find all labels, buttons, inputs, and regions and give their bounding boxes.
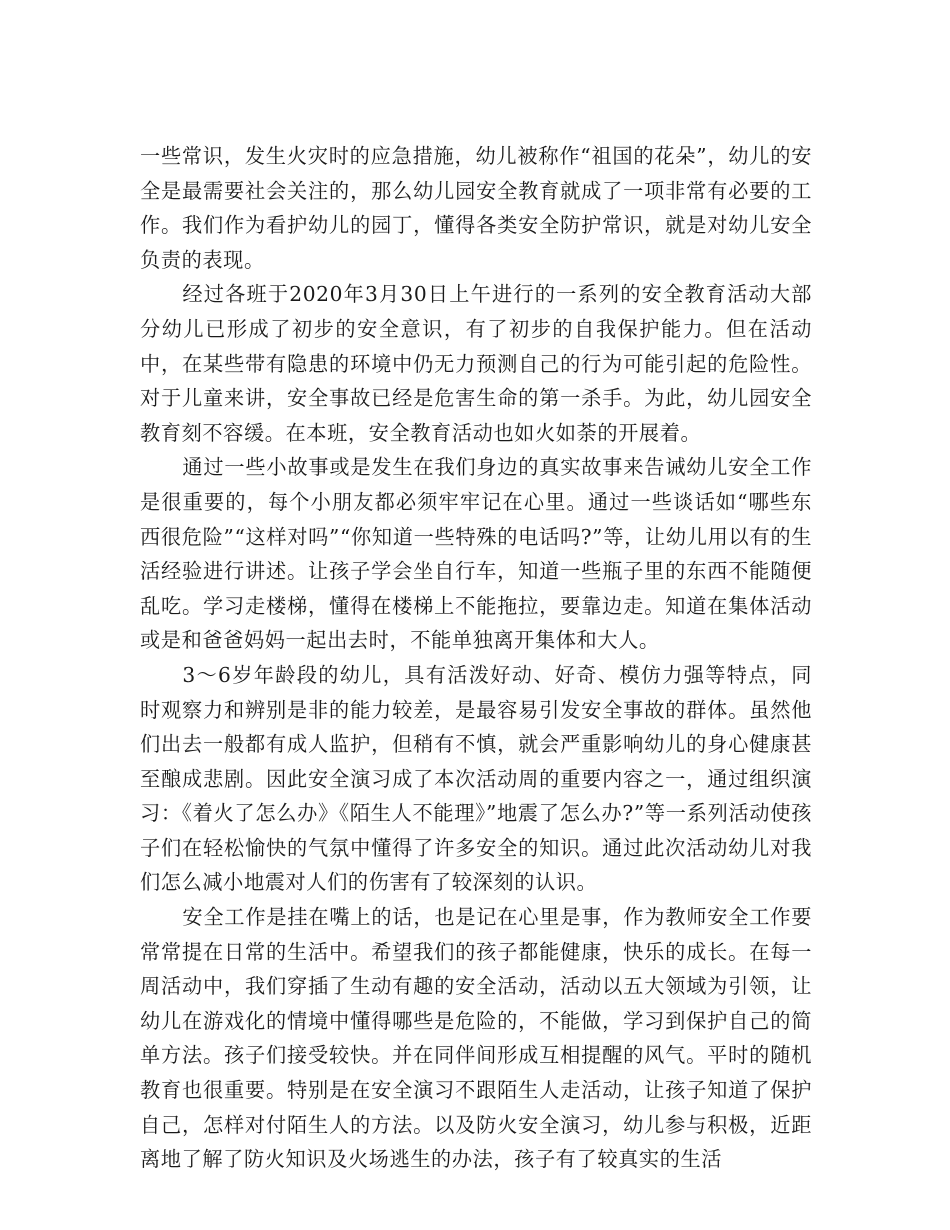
- paragraph-4: 3～6岁年龄段的幼儿，具有活泼好动、好奇、模仿力强等特点，同时观察力和辨别是非的能力较差，是最容易引发安全事故的群体。虽然他们出去一般都有成人监护，但稍有不慎，就会严重影响幼儿的身心健康甚至酿成悲剧。因此安全演习成了本次活动周的重要内容之一，通过组织演习：《着火了怎么办》《陌生人不能理》”地震了怎么办?”等一系列活动使孩子们在轻松愉快的气氛中懂得了许多安全的知识。通过此次活动幼儿对我们怎么减小地震对人们的伤害有了较深刻的认识。: [140, 662, 812, 895]
- document-body: [140, 139, 812, 1177]
- paragraph-5: 安全工作是挂在嘴上的话，也是记在心里是事，作为教师安全工作要常常提在日常的生活中。希望我们的孩子都能健康，快乐的成长。在每一周活动中，我们穿插了生动有趣的安全活动，活动以五大领域为引领，让幼儿在游戏化的情境中懂得哪些是危险的，不能做，学习到保护自己的简单方法。孩子们接受较快。并在同伴间形成互相提醒的风气。平时的随机教育也很重要。特别是在安全演习不跟陌生人走活动，让孩子知道了保护自己，怎样对付陌生人的方法。以及防火安全演习，幼儿参与积极，近距离地了解了防火知识及火场逃生的办法，孩子有了较真实的生活: [140, 905, 812, 1172]
- paragraph-1: 一些常识，发生火灾时的应急措施，幼儿被称作“祖国的花朵”，幼儿的安全是最需要社会关注的，那么幼儿园安全教育就成了一项非常有必要的工作。我们作为看护幼儿的园丁，懂得各类安全防护常识，就是对幼儿安全负责的表现。: [140, 144, 812, 272]
- paragraph-2: 经过各班于2020年3月30日上午进行的一系列的安全教育活动大部分幼儿已形成了初步的安全意识，有了初步的自我保护能力。但在活动中，在某些带有隐患的环境中仍无力预测自己的行为可能引起的危险性。对于儿童来讲，安全事故已经是危害生命的第一杀手。为此，幼儿园安全教育刻不容缓。在本班，安全教育活动也如火如荼的开展着。: [140, 282, 812, 445]
- paragraph-3: 通过一些小故事或是发生在我们身边的真实故事来告诫幼儿安全工作是很重要的，每个小朋友都必须牢牢记在心里。通过一些谈话如“哪些东西很危险”“这样对吗”“你知道一些特殊的电话吗?”等，让幼儿用以有的生活经验进行讲述。让孩子学会坐自行车，知道一些瓶子里的东西不能随便乱吃。学习走楼梯，懂得在楼梯上不能拖拉，要靠边走。知道在集体活动或是和爸爸妈妈一起出去时，不能单独离开集体和大人。: [140, 455, 812, 653]
